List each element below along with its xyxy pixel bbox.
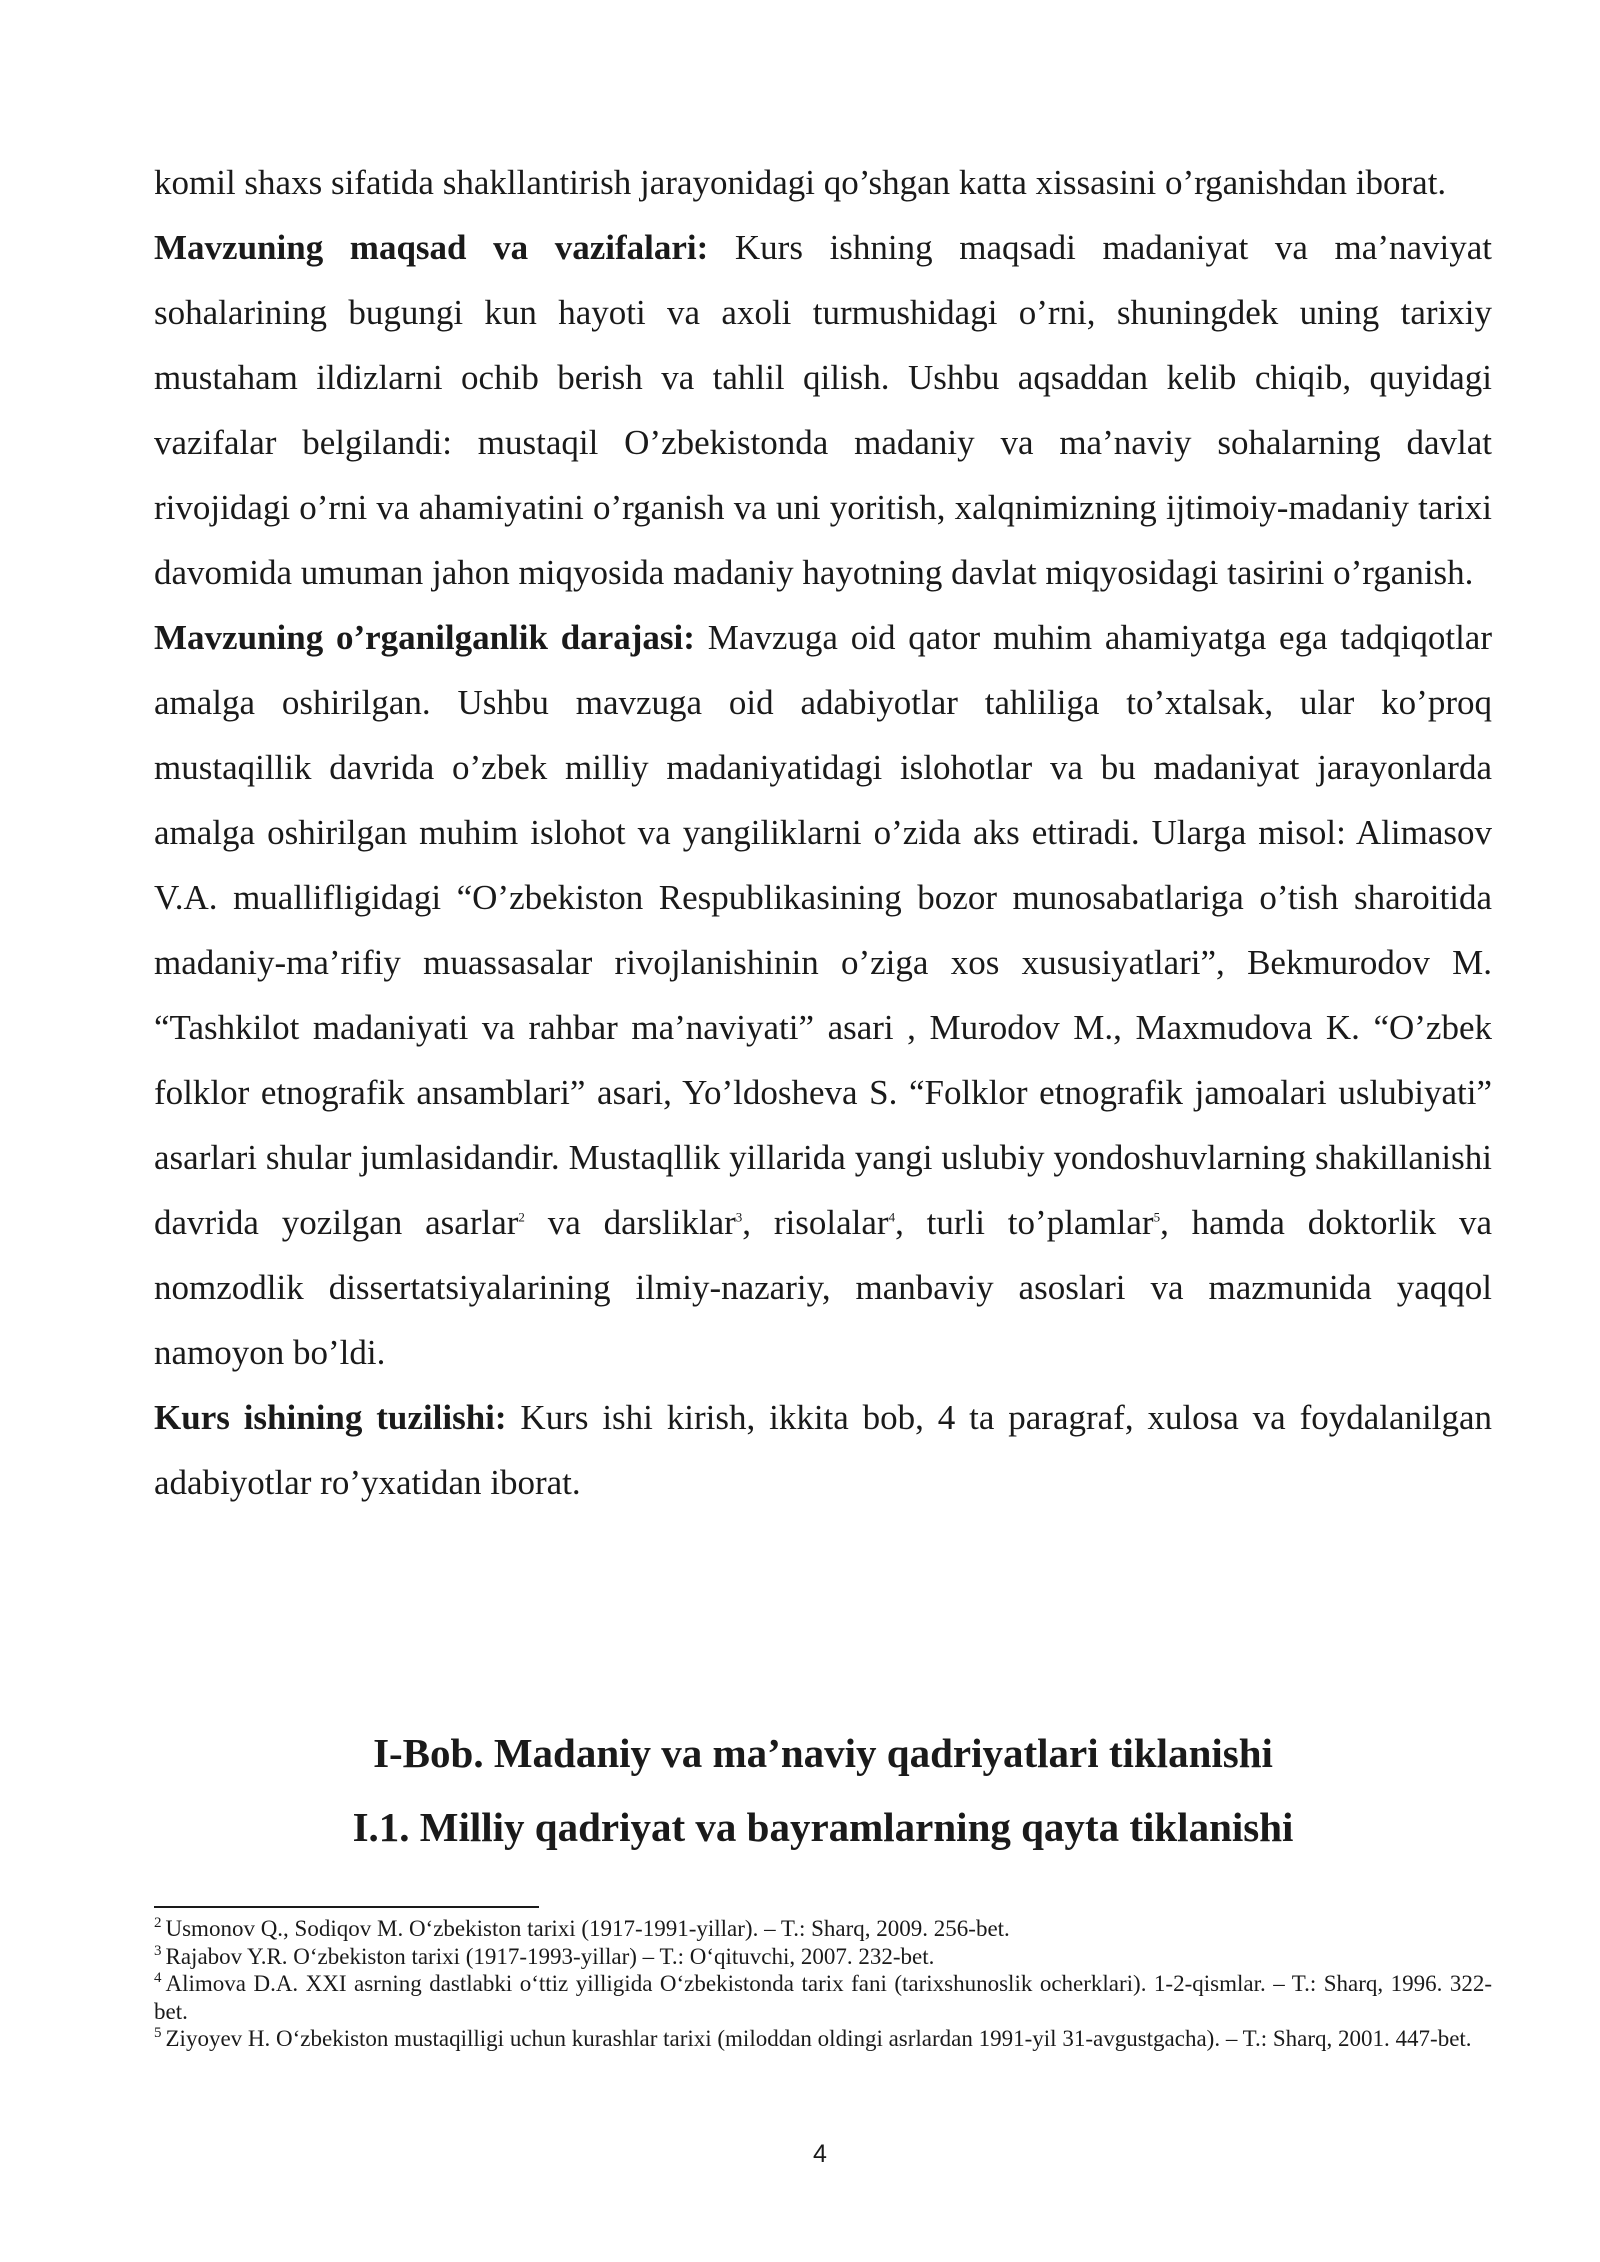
structure-paragraph <box>154 1385 1492 1515</box>
footnote-number: 5 <box>154 2025 162 2042</box>
structure-text: Kurs ishi kirish, ikkita bob, 4 ta paragraf, xulosa va foydalanilgan adabiyotlar ro’yxatidan iborat. <box>154 1398 1493 1502</box>
footnote-item <box>154 1915 1492 1943</box>
research-heading: Mavzuning o’rganilganlik darajasi: <box>154 618 695 657</box>
goals-text: Kurs ishning maqsadi madaniyat va ma’naviyat sohalarining bugungi kun hayoti va axoli turmushidagi o’rni, shuningdek uning tarixiy mustaham ildizlarni ochib berish va tahlil qilish. Ushbu aqsaddan kelib chiqib, quyidagi vazifalar belgilandi: mustaqil O’zbekistonda madaniy va ma’naviy sohalarning davlat rivojidagi o’rni va ahamiyatini o’rganish va uni yoritish, xalqnimizning ijtimoiy-madaniy tarixi davomida umuman jahon miqyosida madaniy hayotning davlat miqyosidagi tasirini o’rganish. <box>154 228 1492 592</box>
chapter-title: I-Bob. Madaniy va ma’naviy qadriyatlari tiklanishi <box>373 1730 1273 1776</box>
goals-paragraph <box>154 215 1492 605</box>
footnote-item <box>154 1970 1492 2025</box>
footnote-separator <box>154 1906 539 1908</box>
section-title: I.1. Milliy qadriyat va bayramlarning qayta tiklanishi <box>352 1804 1294 1850</box>
footnote-item <box>154 2025 1492 2053</box>
research-text-5: , hamda doktorlik va nomzodlik dissertatsiyalarining ilmiy-nazariy, manbaviy asoslari va mazmunida yaqqol namoyon bo’ldi. <box>154 1203 1493 1372</box>
intro-text: komil shaxs sifatida shakllantirish jarayonidagi qo’shgan katta xissasini o’rganishdan iborat. <box>154 163 1447 202</box>
footnote-ref-2[interactable]: 2 <box>518 1209 525 1225</box>
footnote-number: 3 <box>154 1942 162 1959</box>
research-text-2: va darsliklar <box>524 1203 736 1242</box>
intro-paragraph <box>154 150 1492 215</box>
research-paragraph <box>154 605 1492 1385</box>
footnote-number: 2 <box>154 1915 162 1932</box>
structure-heading: Kurs ishining tuzilishi: <box>154 1398 507 1437</box>
chapter-heading-block <box>154 1716 1492 1864</box>
research-text-4: , turli to’plamlar <box>895 1203 1154 1242</box>
footnote-ref-3[interactable]: 3 <box>735 1209 743 1225</box>
footnote-number: 4 <box>154 1970 162 1987</box>
footnote-ref-5[interactable]: 5 <box>1153 1209 1161 1225</box>
research-text-1: Mavzuga oid qator muhim ahamiyatga ega tadqiqotlar amalga oshirilgan. Ushbu mavzuga oid adabiyotlar tahliliga to’xtalsak, ular ko’proq mustaqillik davrida o’zbek milliy madaniyatidagi islohotlar va bu madaniyat jarayonlarda amalga oshirilgan muhim islohot va yangiliklarni o’zida aks ettiradi. Ularga misol: Alimasov V.A. muallifligidagi “O’zbekiston Respublikasining bozor munosabatlariga o’tish sharoitida madaniy-ma’rifiy muassasalar rivojlanishinin o’ziga xos xususiyatlari”, Bekmurodov M. “Tashkilot madaniyati va rahbar ma’naviyati” asari , Murodov M., Maxmudova K. “O’zbek folklor etnografik ansamblari” asari, Yo’ldosheva S. “Folklor etnografik jamoalari uslubiyati” asarlari shular jumlasidandir. Mustaqllik yillarida yangi uslubiy yondoshuvlarning shakillanishi davrida yozilgan asarlar <box>154 618 1493 1242</box>
footnote-text: Alimova D.A. XXI asrning dastlabki o‘ttiz yilligida O‘zbekistonda tarix fani (tarixshunoslik ocherklari). 1-2-qismlar. – T.: Sharq, 1996. 322-bet. <box>154 1971 1492 2024</box>
footnote-item <box>154 1943 1492 1971</box>
footnotes <box>154 1915 1492 2053</box>
goals-heading: Mavzuning maqsad va vazifalari: <box>154 228 709 267</box>
research-text-3: , risolalar <box>742 1203 889 1242</box>
footnote-text: Ziyoyev H. O‘zbekiston mustaqilligi uchun kurashlar tarixi (miloddan oldingi asrlardan 1991-yil 31-avgustgacha). – T.: Sharq, 2001. 447-bet. <box>165 2026 1472 2051</box>
body-text <box>154 150 1492 1515</box>
footnote-text: Rajabov Y.R. O‘zbekiston tarixi (1917-1993-yillar) – T.: O‘qituvchi, 2007. 232-bet. <box>165 1943 935 1969</box>
page-number: 4 <box>813 2140 827 2168</box>
footnote-ref-4[interactable]: 4 <box>888 1209 896 1225</box>
footnote-text: Usmonov Q., Sodiqov M. O‘zbekiston tarixi (1917-1991-yillar). – T.: Sharq, 2009. 256-bet. <box>165 1916 1010 1941</box>
